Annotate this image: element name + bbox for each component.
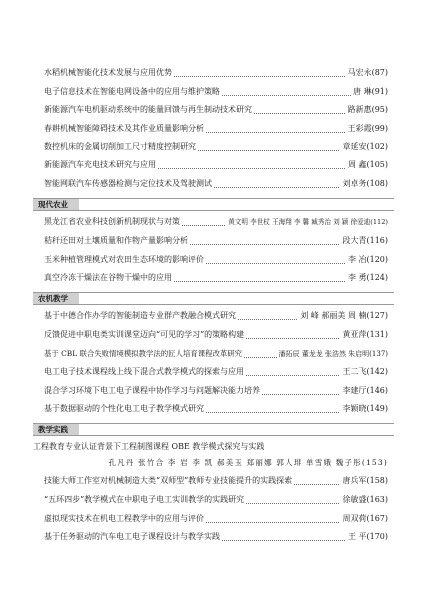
toc-entry-author-page: 王二飞(142) xyxy=(342,367,388,376)
section-heading: 教学实践 xyxy=(33,424,79,435)
toc-entry-author-page: 李颖晓(149) xyxy=(342,404,388,413)
toc-entry-title: 玉米种植管理模式对农田生态环境的影响评价 xyxy=(44,255,204,264)
toc-entry[interactable] xyxy=(0,159,427,171)
toc-entry[interactable] xyxy=(0,475,427,487)
toc-entry-title: 电工电子技术课程线上线下混合式教学模式的探索与应用 xyxy=(44,367,244,376)
toc-entry-title: 新能源汽车充电技术研究与应用 xyxy=(44,160,156,169)
toc-entry-title: 水稻机械智能化技术发展与应用优势 xyxy=(44,68,172,77)
toc-entry-author-page: 王 平(170) xyxy=(347,532,388,541)
toc-entry[interactable] xyxy=(0,67,427,79)
toc-entry-title: 电子信息技术在智能电网设备中的应用与维护策略 xyxy=(44,87,220,96)
toc-entry-author-page: 周 鑫(105) xyxy=(347,160,388,169)
toc-entry-author-page: 李 勇(124) xyxy=(347,273,388,282)
toc-entry-author-page: 周双荷(167) xyxy=(342,514,388,523)
toc-entry[interactable] xyxy=(0,385,427,397)
toc-entry-title: 基于数据驱动的个性化电工电子教学模式研究 xyxy=(44,404,204,413)
toc-entry[interactable] xyxy=(0,86,427,98)
toc-entry-author-page: 潘拓辰 董龙龙 张浩然 朱启明(137) xyxy=(278,350,388,358)
toc-entry-title: 基于中德合作办学的智能制造专业群产教融合模式研究 xyxy=(44,311,236,320)
section-header xyxy=(33,423,394,436)
toc-entry-title: 智能网联汽车传感器检测与定位技术及驾驶测试 xyxy=(44,179,212,188)
toc-entry-authors-page: 孔凡丹 张竹合 李 岩 李 凯 郝美玉 郑丽娜 郭人琲 单雪娥 魏子彤(153) xyxy=(108,458,388,467)
toc-entry-title: 基于任务驱动的汽车电工电子课程设计与教学实践 xyxy=(44,532,220,541)
toc-entry-author-page: 唐兵军(158) xyxy=(342,476,388,485)
toc-entry[interactable] xyxy=(0,272,427,284)
toc-entry-title: 虚拟现实技术在机电工程教学中的应用与评价 xyxy=(44,514,204,523)
toc-entry-author-page: 黄文明 李世杖 王海翔 李 馨 臧秀治 刘 颖 徐爱迪(112) xyxy=(228,218,388,226)
toc-entry[interactable] xyxy=(0,235,427,247)
toc-entry-title: 秸秆还田对土壤质量和作物产量影响分析 xyxy=(44,236,188,245)
toc-entry[interactable] xyxy=(0,123,427,135)
toc-entry-title: 春耕机械智能障碍技术及其作业质量影响分析 xyxy=(44,124,204,133)
toc-entry[interactable] xyxy=(0,178,427,190)
toc-entry-title: 技能大师工作室对机械制造大类“双师型”教师专业技能提升的实践探索 xyxy=(44,476,293,485)
toc-entry[interactable] xyxy=(0,531,427,543)
toc-entry-author-page: 章延安(102) xyxy=(342,142,388,151)
toc-entry[interactable] xyxy=(0,513,427,525)
toc-entry-title: 黑龙江省农业科技创新机制现状与对策 xyxy=(44,217,180,226)
toc-entry[interactable] xyxy=(0,310,427,322)
toc-entry-title: 新能源汽车电机驱动系统中的能量回馈与再生制动技术研究 xyxy=(44,105,252,114)
toc-entry-title: 基于 CBL 联合失败情境模拟教学法的匠人培育课程改革研究 xyxy=(44,349,243,358)
toc-entry-author-page: 马宏永(87) xyxy=(347,68,388,77)
toc-entry[interactable] xyxy=(0,403,427,415)
toc-entry-author-page: 刘卓务(108) xyxy=(342,179,388,188)
section-heading: 现代农业 xyxy=(33,199,79,210)
toc-entry[interactable] xyxy=(0,104,427,116)
toc-entry-title: 工程教育专业认证背景下工程制图课程 OBE 教学模式探究与实践 xyxy=(33,442,265,451)
section-header xyxy=(33,292,394,305)
toc-entry-author-page: 李建厅(146) xyxy=(342,386,388,395)
toc-entry[interactable] xyxy=(0,254,427,266)
toc-entry-author-page: 王彩霞(99) xyxy=(347,124,388,133)
toc-entry-author-page: 唐 琳(91) xyxy=(353,87,388,96)
toc-entry-author-page: 路新惠(95) xyxy=(347,105,388,114)
toc-entry[interactable] xyxy=(0,441,427,469)
toc-entry-author-page: 徐敏盛(163) xyxy=(342,495,388,504)
toc-entry-title: 混合学习环境下电工电子课程中协作学习与问题解决能力培养 xyxy=(44,386,260,395)
toc-entry-title: “五环四步”教学模式在中职电子电工实训教学的实践研究 xyxy=(44,495,245,504)
section-heading: 农机教学 xyxy=(33,293,79,304)
toc-entry[interactable] xyxy=(0,348,427,360)
toc-entry-author-page: 刘 峰 郝丽美 周 楠(127) xyxy=(300,311,388,320)
toc-entry[interactable] xyxy=(0,141,427,153)
toc-entry[interactable] xyxy=(0,494,427,506)
toc-entry-title: 数控机床的金属切削加工尺寸精度控制研究 xyxy=(44,142,196,151)
toc-entry-author-page: 黄亚萍(131) xyxy=(342,330,388,339)
toc-entry-title: 反馈促进中职电类实训课堂迈向“可见的学习”的策略构建 xyxy=(44,330,245,339)
toc-entry-author-page: 段大青(116) xyxy=(342,236,388,245)
section-header xyxy=(33,198,394,211)
toc-entry-title: 真空冷冻干燥法在谷物干燥中的应用 xyxy=(44,273,172,282)
toc-entry[interactable] xyxy=(0,366,427,378)
toc-entry-author-page: 李 冶(120) xyxy=(347,255,388,264)
toc-entry[interactable] xyxy=(0,216,427,228)
toc-entry[interactable] xyxy=(0,329,427,341)
